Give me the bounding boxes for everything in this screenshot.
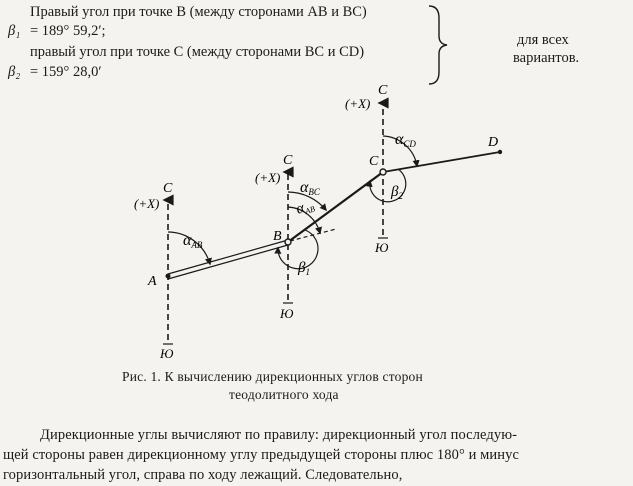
beta2-value: = 159° 28,0′ — [30, 64, 102, 80]
south-label-C: Ю — [375, 240, 389, 255]
header-line-3: правый угол при точке C (между сторонами BC и CD) — [30, 44, 365, 60]
point-B-mark — [285, 239, 291, 245]
north-label-C: C — [378, 83, 388, 98]
south-label-B: Ю — [280, 306, 294, 321]
body-line-2: щей стороны равен дирекционному углу предыдущей стороны плюс 180° и минус — [3, 447, 520, 463]
north-label-B: C — [283, 153, 293, 168]
alpha-AB-label: αAB — [183, 232, 203, 250]
label-C: C — [369, 154, 379, 169]
beta1-label: β₁ — [8, 23, 21, 39]
header-line-1: Правый угол при точке B (между сторонами AB и BC) — [30, 4, 367, 20]
beta2-label: β₂ — [8, 64, 21, 80]
label-B: B — [273, 229, 282, 244]
alpha-AB-at-B-label: $\alpha_{AB}$ — [293, 200, 317, 218]
point-C-mark — [380, 169, 386, 175]
beta-1-label: $\beta_1$ — [298, 260, 310, 277]
figure-caption-line-2: теодолитного хода — [229, 387, 339, 402]
beta-2-label: $\beta_2$ — [391, 184, 403, 201]
plus-x-label-C: (+X) — [345, 96, 371, 111]
south-label-A: Ю — [160, 346, 174, 361]
alpha-BC-label: αBC — [300, 179, 320, 197]
side-AB-outline-2 — [168, 245, 288, 279]
beta1-value: = 189° 59,2′; — [30, 23, 106, 39]
figure-caption-line-1: Рис. 1. К вычислению дирекционных углов сторон — [122, 369, 423, 384]
side-CD — [383, 152, 500, 172]
point-A-mark — [166, 274, 171, 279]
point-D-mark — [498, 150, 502, 154]
side-note-line-2: вариантов. — [513, 50, 580, 66]
north-label-A: C — [163, 181, 173, 196]
side-note-line-1: для всех — [517, 32, 569, 48]
body-line-1: Дирекционные углы вычисляют по правилу: дирекционный угол последую- — [40, 427, 518, 443]
plus-x-label-B: (+X) — [255, 170, 281, 185]
label-D: D — [488, 135, 499, 150]
alpha-CD-label: αCD — [395, 131, 416, 149]
plus-x-label-A: (+X) — [134, 196, 160, 211]
label-A: A — [148, 274, 157, 289]
body-line-3: горизонтальный угол, справа по ходу лежащий. Следовательно, — [3, 467, 403, 483]
